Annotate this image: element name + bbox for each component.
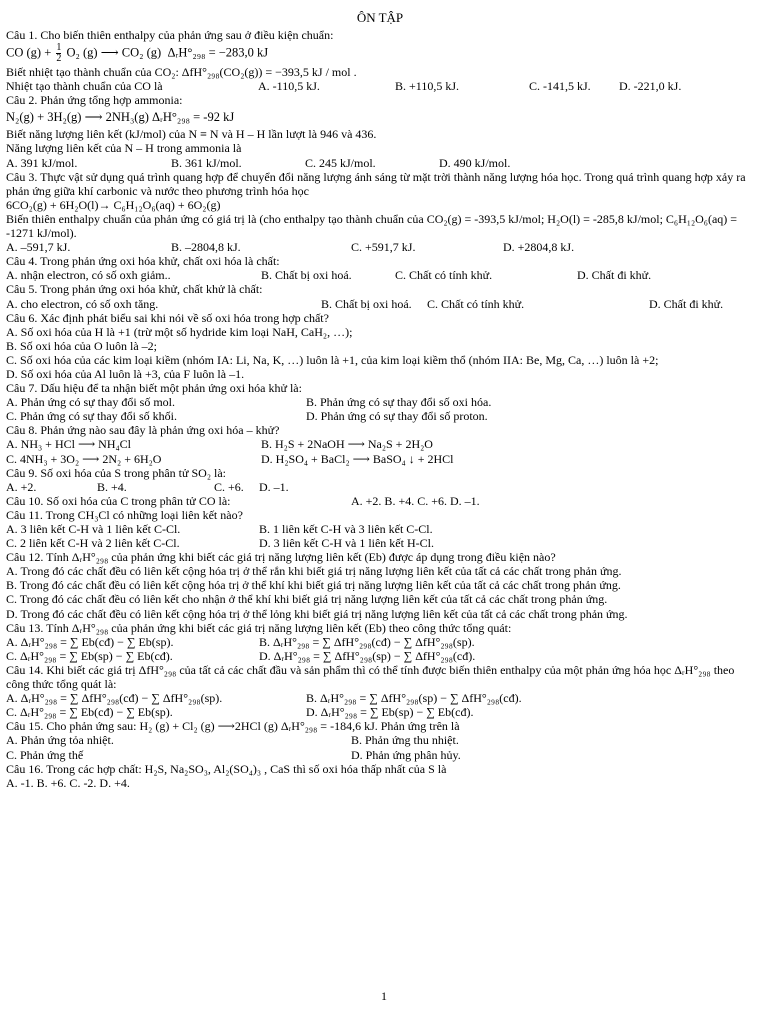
q1-stem: Câu 1. Cho biến thiên enthalpy của phản ứng sau ở điều kiện chuẩn: [6, 28, 334, 42]
q14-option-b: B. ΔᵣH°₂₉₈ = ∑ ΔfH°₂₉₈(sp) − ∑ ΔfH°₂₉₈(cđ). [306, 691, 522, 706]
q3-option-a: A. –591,7 kJ. [6, 240, 71, 255]
q1-eq-left: CO (g) + [6, 45, 52, 60]
q11-stem: Câu 11. Trong CH₃Cl có những loại liên kết nào? [6, 507, 243, 522]
q15-option-c: C. Phản ứng thế [6, 747, 84, 762]
q12-option-c: C. Trong đó các chất đều có liên kết cho nhận ở thể khí khi biết giá trị năng lượng liên kết của tất cả các chất trong phản ứng. [6, 592, 608, 607]
q14-option-d: D. ΔᵣH°₂₉₈ = ∑ Eb(sp) − ∑ Eb(cđ). [306, 705, 474, 720]
q11-option-b: B. 1 liên kết C-H và 3 liên kết C-Cl. [259, 522, 433, 536]
q1-given: Biết nhiệt tạo thành chuẩn của CO₂: ΔfH°₂₉₈(CO₂(g)) = −393,5 kJ / mol . [6, 65, 357, 80]
q4-option-c: C. Chất có tính khử. [395, 268, 493, 283]
q1-equation [6, 43, 754, 64]
q7-options-row2 [6, 409, 754, 423]
q15-option-a: A. Phản ứng tỏa nhiệt. [6, 733, 114, 748]
q13-option-a: A. ΔᵣH°₂₉₈ = ∑ Eb(cđ) − ∑ Eb(sp). [6, 634, 174, 649]
q10-options: A. +2. B. +4. C. +6. D. –1. [351, 493, 480, 508]
q6-stem: Câu 6. Xác định phát biểu sai khi nói về số oxi hóa trong hợp chất? [6, 310, 329, 325]
q9-stem: Câu 9. Số oxi hóa của S trong phân tử SO₂ là: [6, 465, 227, 480]
q5-option-b: B. Chất bị oxi hoá. [321, 296, 412, 311]
q2-option-b: B. 361 kJ/mol. [171, 155, 242, 170]
q12-option-a: A. Trong đó các chất đều có liên kết cộng hóa trị ở thể rắn khi biết giá trị năng lượng liên kết của tất cả các chất trong phản ứng. [6, 564, 622, 579]
q2-bond-energies: Biết năng lượng liên kết (kJ/mol) của N ≡ N và H – H lần lượt là 946 và 436. [6, 127, 377, 142]
q5-stem: Câu 5. Trong phản ứng oxi hóa khử, chất khử là chất: [6, 282, 263, 297]
q11-options-row2 [6, 536, 754, 550]
q13-options-row2 [6, 649, 754, 663]
q15-option-d: D. Phản ứng phân hủy. [351, 747, 461, 762]
q14-option-c: C. ΔᵣH°₂₉₈ = ∑ Eb(cđ) − ∑ Eb(sp). [6, 705, 173, 720]
q8-stem: Câu 8. Phản ứng nào sau đây là phản ứng oxi hóa – khử? [6, 423, 280, 438]
q6-option-a: A. Số oxi hóa của H là +1 (trừ một số hydride kim loại NaH, CaH₂, …); [6, 324, 353, 339]
q1-ask: Nhiệt tạo thành chuẩn của CO là [6, 79, 163, 94]
q11-options-row1 [6, 522, 754, 536]
q12-option-d: D. Trong đó các chất đều có liên kết cộng hóa trị ở thể lỏng khi biết giá trị năng lượng liên kết của tất cả các chất trong phản ứng. [6, 606, 628, 621]
q9-option-c: C. +6. [214, 479, 244, 494]
q3-text: Biến thiên enthalpy chuẩn của phản ứng có giá trị là (cho enthalpy tạo thành chuẩn của CO₂(g) = -393,5 kJ/mol; H₂O(l) = -285,8 kJ/mol; C₆H₁₂O₆(aq) = -1271 kJ/mol). [6, 211, 738, 241]
q6-option-b: B. Số oxi hóa của O luôn là –2; [6, 338, 157, 353]
q9-options [6, 480, 754, 494]
q3-stem: Câu 3. Thực vật sử dụng quá trình quang hợp để chuyển đổi năng lượng ánh sáng từ mặt trời thành năng lượng hóa học. Trong quá trình quang hợp xảy ra phản ứng giữa khí carbonic và nước theo phương trình hóa học [6, 169, 746, 198]
q9-option-a: A. +2. [6, 479, 37, 494]
q10-line [6, 494, 754, 508]
q2-option-a: A. 391 kJ/mol. [6, 155, 78, 170]
page-number: 1 [381, 989, 387, 1003]
q2-equation: N₂(g) + 3H₂(g) ⟶ 2NH₃(g) ΔᵣH°₂₉₈ = -92 kJ [6, 110, 235, 125]
q2-stem: Câu 2. Phản ứng tổng hợp ammonia: [6, 93, 183, 108]
q13-option-b: B. ΔᵣH°₂₉₈ = ∑ ΔfH°₂₉₈(cđ) − ∑ ΔfH°₂₉₈(sp). [259, 634, 475, 649]
q9-option-b: B. +4. [97, 479, 127, 494]
q7-option-b: B. Phản ứng có sự thay đổi số oxi hóa. [306, 395, 492, 410]
q8-option-c: C. 4NH₃ + 3O₂ ⟶ 2N₂ + 6H₂O [6, 451, 162, 466]
q4-option-d: D. Chất đi khử. [577, 268, 652, 283]
q9-option-d: D. –1. [259, 479, 289, 494]
q2-option-c: C. 245 kJ/mol. [305, 155, 376, 170]
q8-options-row2 [6, 452, 754, 466]
q4-stem: Câu 4. Trong phản ứng oxi hóa khử, chất oxi hóa là chất: [6, 254, 280, 269]
q15-option-b: B. Phản ứng thu nhiệt. [351, 733, 459, 748]
q1-option-b: B. +110,5 kJ. [395, 79, 459, 94]
q8-option-d: D. H₂SO₄ + BaCl₂ ⟶ BaSO₄ ↓ + 2HCl [261, 451, 454, 466]
q2-question: Năng lượng liên kết của N – H trong ammonia là [6, 141, 242, 156]
q2-option-d: D. 490 kJ/mol. [439, 155, 511, 170]
q6-option-c: C. Số oxi hóa của các kim loại kiềm (nhóm IA: Li, Na, K, …) luôn là +1, của kim loại kiềm thổ (nhóm IIA: Be, Mg, Ca, …) luôn là +2; [6, 352, 659, 367]
q1-frac-den: 2 [56, 53, 62, 65]
q15-options-row2 [6, 748, 754, 762]
q3-option-b: B. –2804,8 kJ. [171, 240, 241, 255]
q14-option-a: A. ΔᵣH°₂₉₈ = ∑ ΔfH°₂₉₈(cđ) − ∑ ΔfH°₂₉₈(sp). [6, 691, 223, 706]
q12-option-b: B. Trong đó các chất đều có liên kết cộng hóa trị ở thể khí khi biết giá trị năng lượng liên kết của tất cả các chất trong phản ứng. [6, 578, 621, 593]
q16-stem: Câu 16. Trong các hợp chất: H₂S, Na₂SO₃, Al₂(SO₄)₃ , CaS thì số oxi hóa thấp nhất của S là [6, 761, 447, 776]
q5-options [6, 297, 754, 311]
q7-options-row1 [6, 395, 754, 409]
q14-options-row2 [6, 705, 754, 719]
q15-stem: Câu 15. Cho phản ứng sau: H₂ (g) + Cl₂ (g) ⟶2HCl (g) ΔᵣH°₂₉₈ = -184,6 kJ. Phản ứng trên là [6, 719, 460, 734]
q1-frac-num: 1 [56, 42, 62, 54]
q4-option-a: A. nhận electron, có số oxh giảm.. [6, 268, 171, 283]
q4-option-b: B. Chất bị oxi hoá. [261, 268, 352, 283]
q6-option-d: D. Số oxi hóa của Al luôn là +3, của F luôn là –1. [6, 366, 245, 381]
q7-option-a: A. Phản ứng có sự thay đổi số mol. [6, 395, 176, 410]
q1-option-d: D. -221,0 kJ. [619, 79, 682, 94]
q16-options: A. -1. B. +6. C. -2. D. +4. [6, 775, 130, 790]
q13-option-c: C. ΔᵣH°₂₉₈ = ∑ Eb(sp) − ∑ Eb(cđ). [6, 648, 173, 663]
q7-option-d: D. Phản ứng có sự thay đổi số proton. [306, 409, 488, 424]
q4-options [6, 268, 754, 282]
q3-option-d: D. +2804,8 kJ. [503, 240, 575, 255]
q13-option-d: D. ΔᵣH°₂₉₈ = ∑ ΔfH°₂₉₈(sp) − ∑ ΔfH°₂₉₈(cđ). [259, 648, 476, 663]
q11-option-c: C. 2 liên kết C-H và 2 liên kết C-Cl. [6, 536, 180, 551]
q8-options-row1 [6, 437, 754, 451]
q7-stem: Câu 7. Dấu hiệu để ta nhận biết một phản ứng oxi hóa khử là: [6, 381, 302, 396]
q5-option-a: A. cho electron, có số oxh tăng. [6, 296, 159, 311]
q3-options [6, 240, 754, 254]
q14-stem: Câu 14. Khi biết các giá trị ΔfH°₂₉₈ của tất cả các chất đầu và sản phẩm thì có thể tính được biến thiên enthalpy của một phản ứng hóa học ΔᵣH°₂₉₈ theo công thức tổng quát là: [6, 662, 735, 692]
q1-eq-h: ΔᵣH°₂₉₈ = −283,0 kJ [167, 45, 269, 60]
q11-option-d: D. 3 liên kết C-H và 1 liên kết H-Cl. [259, 536, 434, 551]
page-title: ÔN TẬP [356, 10, 404, 25]
q7-option-c: C. Phản ứng có sự thay đổi số khối. [6, 409, 178, 424]
q1-fraction [56, 43, 61, 64]
q5-option-d: D. Chất đi khử. [649, 296, 724, 311]
q1-options [6, 79, 754, 93]
q3-option-c: C. +591,7 kJ. [351, 240, 416, 255]
q3-equation: 6CO₂(g) + 6H₂O(l)→ C₆H₁₂O₆(aq) + 6O₂(g) [6, 197, 221, 212]
q5-option-c: C. Chất có tính khử. [427, 296, 525, 311]
q1-option-a: A. -110,5 kJ. [258, 79, 320, 94]
q8-option-b: B. H₂S + 2NaOH ⟶ Na₂S + 2H₂O [261, 437, 433, 452]
q15-options-row1 [6, 733, 754, 747]
q13-options-row1 [6, 635, 754, 649]
q13-stem: Câu 13. Tính ΔᵣH°₂₉₈ của phản ứng khi biết các giá trị năng lượng liên kết (Eb) theo công thức tổng quát: [6, 620, 512, 635]
q11-option-a: A. 3 liên kết C-H và 1 liên kết C-Cl. [6, 522, 181, 536]
q10-stem: Câu 10. Số oxi hóa của C trong phân tử CO là: [6, 493, 231, 508]
q1-option-c: C. -141,5 kJ. [529, 79, 591, 94]
q14-options-row1 [6, 691, 754, 705]
q2-options [6, 156, 754, 170]
q1-eq-mid: O₂ (g) ⟶ CO₂ (g) [66, 45, 162, 60]
q8-option-a: A. NH₃ + HCl ⟶ NH₄Cl [6, 437, 132, 452]
q12-stem: Câu 12. Tính ΔᵣH°₂₉₈ của phản ứng khi biết các giá trị năng lượng liên kết (Eb) được áp dụng trong điều kiện nào? [6, 550, 556, 565]
